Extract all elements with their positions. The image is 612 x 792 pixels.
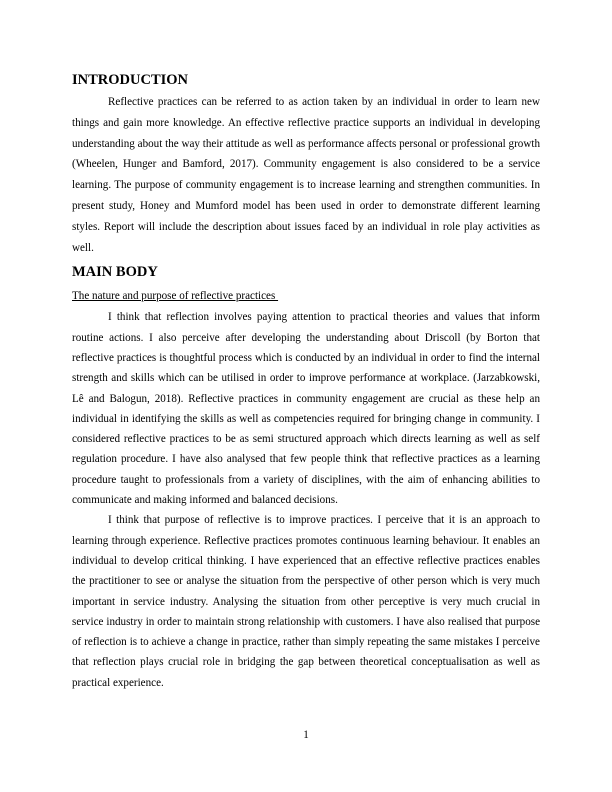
page-number: 1 xyxy=(303,729,309,741)
document-page xyxy=(72,70,540,693)
main-body-paragraph-2: I think that purpose of reflective is to improve practices. I perceive that it is an approach to learning through experience. Reflective practices promotes continuous learning behaviour. It enables an individual to develop critical thinking. I have experienced that an effective reflective practices enables the practitioner to see or analyse the situation from the perspective of other person which is very much important in service industry. Analysing the situation from other perceptive is very much crucial in service industry in order to maintain strong relationship with customers. I have also realised that purpose of reflection is to achieve a change in practice, rather than simply repeating the same mistakes I perceive that reflection plays crucial role in bridging the gap between theoretical conceptualisation as well as practical experience. xyxy=(72,514,540,689)
main-body-paragraph-1: I think that reflection involves paying attention to practical theories and values that inform routine actions. I also perceive after developing the understanding about Driscoll (by Borton that reflective practices is thoughtful process which is conducted by an individual in order to find the internal strength and skills which can be utilised in order to improve performance at workplace. (Jarzabkowski, Lê and Balogun, 2018). Reflective practices in community engagement are crucial as these help an individual in identifying the skills as well as competencies required for bringing change in community. I considered reflective practices to be as semi structured approach which directs learning as well as self regulation procedure. I have also analysed that few people think that reflective practices as a learning procedure taught to professionals from a variety of disciplines, with the aim of enhancing abilities to communicate and making informed and balanced decisions. xyxy=(72,311,540,507)
introduction-paragraph: Reflective practices can be referred to as action taken by an individual in order to learn new things and gain more knowledge. An effective reflective practice supports an individual in developing understanding about the way their attitude as well as performance affects personal or professional growth (Wheelen, Hunger and Bamford, 2017). Community engagement is also considered to be a service learning. The purpose of community engagement is to increase learning and strengthen communities. In present study, Honey and Mumford model has been used in order to demonstrate different learning styles. Report will include the description about issues faced by an individual in role play activities as well. xyxy=(72,96,540,254)
section-subheading: The nature and purpose of reflective practices xyxy=(72,290,279,303)
introduction-heading: INTRODUCTION xyxy=(72,72,189,88)
main-body-heading: MAIN BODY xyxy=(72,264,158,281)
